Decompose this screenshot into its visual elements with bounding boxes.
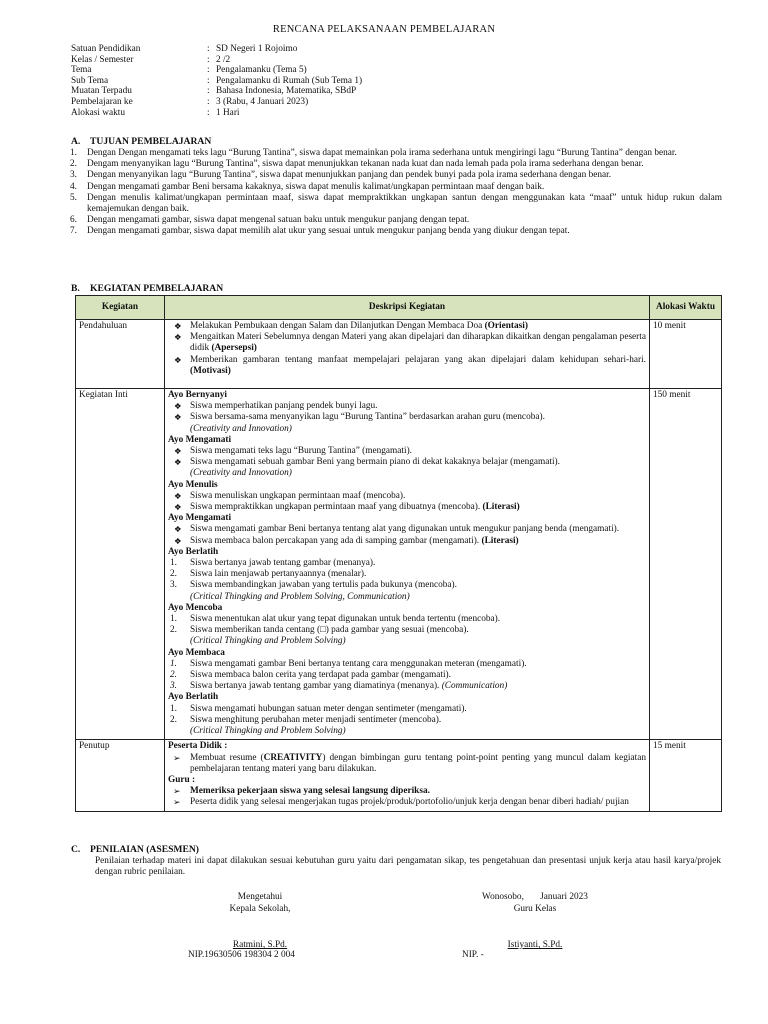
list-item: 2. Siswa memberikan tanda centang (□) pada gambar yang sesuai (mencoba). bbox=[170, 625, 469, 636]
signature-place-date: Wonosobo, Januari 2023 bbox=[482, 892, 588, 902]
phase-label: Pendahuluan bbox=[76, 320, 165, 389]
list-item: 1. Siswa mengamati gambar Beni bertanya tentang cara menggunakan meteran (mengamati). bbox=[170, 658, 527, 669]
identity-colon: : bbox=[207, 86, 210, 97]
goal-item: 7. Dengan mengamati gambar, siswa dapat memilih alat ukur yang sesuai untuk mengukur panjang benda yang diukur dengan tepat. bbox=[70, 226, 570, 237]
teacher-nip: NIP. - bbox=[462, 950, 484, 960]
section-c-heading: C. PENILAIAN (ASESMEN) bbox=[71, 844, 200, 855]
identity-label: Kelas / Semester bbox=[71, 54, 134, 65]
list-item: 2. Siswa lain menjawab pertanyaannya (menalar). bbox=[170, 569, 367, 580]
principal-signature-block bbox=[180, 892, 340, 952]
table-row-intro bbox=[76, 320, 722, 389]
list-item: 3. Siswa membandingkan jawaban yang tertulis pada bukunya (mencoba). bbox=[170, 580, 457, 591]
identity-block bbox=[71, 44, 362, 118]
skill-note: (Critical Thingking and Problem Solving) bbox=[190, 636, 346, 647]
core-description bbox=[165, 389, 650, 740]
diamond-bullet-icon: ❖ bbox=[174, 332, 182, 343]
time-allocation: 10 menit bbox=[650, 320, 722, 389]
identity-label: Alokasi waktu bbox=[71, 107, 125, 118]
header-alokasi: Alokasi Waktu bbox=[650, 296, 722, 320]
skill-note: (Creativity and Innovation) bbox=[190, 423, 292, 434]
identity-value: SD Negeri 1 Rojoimo bbox=[216, 44, 298, 54]
goal-item: 5. Dengan menulis kalimat/ungkapan permintaan maaf, siswa dapat mempraktikkan ungkapan santun dengan menggunakan kata “maaf” untuk hidup rukun dalam kemajemukan dengan baik. bbox=[70, 192, 722, 215]
list-item: ❖ Siswa mengamati sebuah gambar Beni yang bermain piano di dekat kakaknya belajar (mengamati). bbox=[168, 457, 646, 468]
diamond-bullet-icon: ❖ bbox=[174, 354, 182, 365]
arrow-bullet-icon: ➢ bbox=[173, 786, 181, 797]
identity-colon: : bbox=[207, 65, 210, 76]
header-deskripsi: Deskripsi Kegiatan bbox=[165, 296, 650, 320]
signature-caption: Mengetahui bbox=[237, 892, 283, 902]
diamond-bullet-icon: ❖ bbox=[174, 412, 182, 423]
identity-value: 1 Hari bbox=[216, 107, 240, 118]
skill-note: (Creativity and Innovation) bbox=[190, 468, 292, 479]
time-allocation: 15 menit bbox=[650, 740, 722, 811]
identity-label: Pembelajaran ke bbox=[71, 96, 133, 107]
identity-row bbox=[71, 108, 362, 119]
identity-row bbox=[71, 44, 362, 55]
diamond-bullet-icon: ❖ bbox=[174, 321, 182, 331]
list-item: ➢ Peserta didik yang selesai mengerjakan tugas projek/produk/portofolio/unjuk kerja dengan benar diberi hadiah/ pujian bbox=[168, 797, 646, 808]
signature-role: Guru Kelas bbox=[513, 903, 557, 914]
goal-item: 4. Dengan mengamati gambar Beni bersama kakaknya, siswa dapat menulis kalimat/ungkapan permintaan maaf dengan baik. bbox=[70, 181, 545, 192]
table-row-closing bbox=[76, 740, 722, 811]
goal-item: 2. Dengam menyanyikan lagu “Burung Tantina”, siswa dapat menunjukkan tekanan nada kuat dan nada lemah pada pola irama sederhana dengan benar. bbox=[70, 159, 644, 170]
activity-heading: Ayo Mengamati bbox=[168, 513, 232, 524]
diamond-bullet-icon: ❖ bbox=[174, 401, 182, 412]
identity-value: Pengalamanku (Tema 5) bbox=[216, 65, 307, 76]
diamond-bullet-icon: ❖ bbox=[174, 535, 182, 546]
identity-label: Sub Tema bbox=[71, 75, 109, 86]
list-item: ❖ Siswa mengamati gambar Beni bertanya tentang alat yang digunakan untuk mengukur panjang benda (mengamati). bbox=[168, 524, 646, 535]
activity-heading: Ayo Menulis bbox=[168, 479, 218, 490]
list-item: ➢ Memeriksa pekerjaan siswa yang selesai langsung diperiksa. bbox=[168, 786, 646, 797]
list-item: ❖ Siswa bersama-sama menyanyikan lagu “Burung Tantina” berdasarkan arahan guru (mencoba). bbox=[168, 412, 646, 423]
identity-row bbox=[71, 76, 362, 87]
diamond-bullet-icon: ❖ bbox=[174, 524, 182, 535]
identity-value: 2 /2 bbox=[216, 54, 231, 65]
identity-value: Bahasa Indonesia, Matematika, SBdP bbox=[216, 86, 357, 97]
list-item: 2. Siswa membaca balon cerita yang terdapat pada gambar (mengamati). bbox=[170, 670, 451, 681]
list-item: ❖ Siswa memperhatikan panjang pendek bunyi lagu. bbox=[168, 401, 646, 412]
goal-item: 6. Dengan mengamati gambar, siswa dapat mengenal satuan baku untuk mengukur panjang dengan tepat. bbox=[70, 215, 470, 226]
activity-heading: Ayo Mengamati bbox=[168, 434, 232, 445]
goal-item: 1. Dengan Dengan mengamati teks lagu “Burung Tantina”, siswa dapat memainkan pola irama sederhana untuk mengiringi lagu “Burung Tantina” dengan benar. bbox=[70, 148, 677, 158]
activity-heading: Guru : bbox=[168, 774, 196, 785]
list-item: 1. Siswa bertanya jawab tentang gambar (menanya). bbox=[170, 558, 376, 569]
identity-colon: : bbox=[207, 96, 210, 107]
principal-nip: NIP.19630506 198304 2 004 bbox=[188, 950, 295, 960]
intro-description bbox=[165, 320, 650, 389]
goal-item: 3. Dengan menyanyikan lagu “Burung Tantina”, siswa dapat menunjukkan panjang dan pendek bunyi pada pola irama sederhana dengan benar. bbox=[70, 170, 612, 181]
phase-label: Kegiatan Inti bbox=[76, 389, 165, 740]
activities-table bbox=[75, 295, 722, 812]
time-allocation: 150 menit bbox=[650, 389, 722, 740]
principal-name: Ratmini, S.Pd. bbox=[232, 940, 288, 950]
skill-note: (Critical Thingking and Problem Solving) bbox=[190, 726, 346, 737]
list-item: ❖ Siswa mengamati teks lagu “Burung Tantina” (mengamati). bbox=[168, 446, 646, 457]
activity-heading: Ayo Mencoba bbox=[168, 602, 223, 613]
identity-row bbox=[71, 86, 362, 97]
document-title: RENCANA PELAKSANAAN PEMBELAJARAN bbox=[272, 24, 496, 35]
activity-heading: Ayo Berlatih bbox=[168, 546, 219, 557]
identity-value: Pengalamanku di Rumah (Sub Tema 1) bbox=[216, 75, 363, 86]
activity-heading: Peserta Didik : bbox=[168, 741, 228, 752]
list-item: ❖ Mengaitkan Materi Sebelumnya dengan Materi yang akan dipelajari dan diharapkan dikaitkan dengan pengalaman peserta didik (Apersepsi) bbox=[168, 332, 646, 354]
list-item: 3. Siswa bertanya jawab tentang gambar yang diamatinya (menanya). (Communication) bbox=[170, 681, 508, 692]
identity-colon: : bbox=[207, 107, 210, 118]
learning-goals-list bbox=[70, 148, 722, 238]
list-item: ❖ Siswa mempraktikkan ungkapan permintaan maaf yang dibuatnya (mencoba). (Literasi) bbox=[168, 502, 646, 513]
identity-label: Satuan Pendidikan bbox=[71, 44, 141, 54]
section-b-heading: B. KEGIATAN PEMBELAJARAN bbox=[71, 283, 224, 294]
arrow-bullet-icon: ➢ bbox=[173, 797, 181, 808]
teacher-name: Istiyanti, S.Pd. bbox=[507, 940, 563, 950]
activity-heading: Ayo Bernyanyi bbox=[168, 390, 227, 400]
table-header-row bbox=[76, 296, 722, 320]
identity-row bbox=[71, 97, 362, 108]
list-item: 1. Siswa mengamati hubungan satuan meter dengan sentimeter (mengamati). bbox=[170, 703, 467, 714]
section-a-heading: A. TUJUAN PEMBELAJARAN bbox=[71, 136, 212, 147]
diamond-bullet-icon: ❖ bbox=[174, 457, 182, 468]
assessment-text: Penilaian terhadap materi ini dapat dilakukan sesuai kebutuhan guru yaitu dari pengamatan sikap, tes pengetahuan dan presentasi unjuk kerja atau hasil karya/projek dengan rubric penilaian. bbox=[95, 856, 721, 878]
list-item: ➢ Membuat resume (CREATIVITY) dengan bimbingan guru tentang point-point penting yang muncul dalam kegiatan pembelajaran tentang materi yang baru dilakukan. bbox=[168, 753, 646, 775]
identity-colon: : bbox=[207, 75, 210, 86]
list-item: 1. Siswa menentukan alat ukur yang tepat digunakan untuk benda tertentu (mencoba). bbox=[170, 614, 501, 625]
activity-heading: Ayo Membaca bbox=[168, 647, 225, 658]
table-row-core bbox=[76, 389, 722, 740]
phase-label: Penutup bbox=[76, 740, 165, 811]
header-kegiatan: Kegiatan bbox=[76, 296, 165, 320]
identity-row bbox=[71, 55, 362, 66]
list-item: 2. Siswa menghitung perubahan meter menjadi sentimeter (mencoba). bbox=[170, 714, 442, 725]
teacher-signature-block bbox=[440, 892, 630, 952]
identity-label: Tema bbox=[71, 65, 92, 76]
arrow-bullet-icon: ➢ bbox=[173, 752, 181, 763]
identity-label: Muatan Terpadu bbox=[71, 86, 132, 97]
list-item: ❖ Melakukan Pembukaan dengan Salam dan Dilanjutkan Dengan Membaca Doa (Orientasi) bbox=[168, 321, 646, 332]
list-item: ❖ Siswa menuliskan ungkapan permintaan maaf (mencoba). bbox=[168, 491, 646, 502]
activity-heading: Ayo Berlatih bbox=[168, 692, 219, 703]
diamond-bullet-icon: ❖ bbox=[174, 490, 182, 501]
list-item: ❖ Memberikan gambaran tentang manfaat mempelajari pelajaran yang akan dipelajari dalam kehidupan sehari-hari. (Motivasi) bbox=[168, 355, 646, 377]
identity-row bbox=[71, 65, 362, 76]
diamond-bullet-icon: ❖ bbox=[174, 502, 182, 513]
diamond-bullet-icon: ❖ bbox=[174, 446, 182, 457]
identity-colon: : bbox=[207, 54, 210, 65]
closing-description bbox=[165, 740, 650, 811]
identity-value: 3 (Rabu, 4 Januari 2023) bbox=[216, 96, 309, 107]
signature-role: Kepala Sekolah, bbox=[229, 903, 291, 914]
identity-colon: : bbox=[207, 44, 210, 54]
list-item: ❖ Siswa membaca balon percakapan yang ada di samping gambar (mengamati). (Literasi) bbox=[168, 536, 646, 547]
skill-note: (Critical Thingking and Problem Solving, Communication) bbox=[190, 591, 410, 602]
